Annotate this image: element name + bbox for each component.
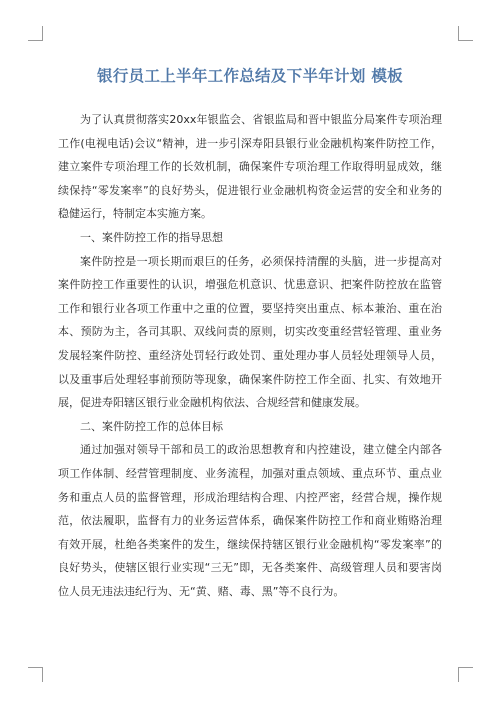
section-1-paragraph: 案件防控是一项长期而艰巨的任务，必须保持清醒的头脑，进一步提高对案件防控工作重要性的认识，增强危机意识、忧患意识、把案件防控放在监管工作和银行业各项工作重中之重的位置，要坚持突出重点、标本兼治、重在治本、预防为主，各司其职、双线问责的原则，切实改变重经营轻管理、重业务发展轻案件防控、重经济处罚轻行政处罚、重处理办事人员轻处理领导人员，以及重事后处理轻事前预防等现象，确保案件防控工作全面、扎实、有效地开展，促进寿阳辖区银行业金融机构依法、合规经营和健康发展。 [58,254,442,410]
crop-mark-top-left [28,26,43,41]
section-2-paragraph: 通过加强对领导干部和员工的政治思想教育和内控建设，建立健全内部各项工作体制、经营管理制度、业务流程，加强对重点领域、重点环节、重点业务和重点人员的监督管理，形成治理结构合理、内控严密，经营合规，操作规范，依法履职，监督有力的业务运营体系，确保案件防控工作和商业贿赂治理有效开展，杜绝各类案件的发生，继续保持辖区银行业金融机构“零发案率”的良好势头，使辖区银行业实现“三无”即，无各类案件、高级管理人员和要害岗位人员无违法违纪行为、无“黄、赌、毒、黑”等不良行为。 [58,443,442,598]
intro-paragraph: 为了认真贯彻落实20xx年银监会、省银监局和晋中银监分局案件专项治理工作(电视电话)会议“精神，进一步引深寿阳县银行业金融机构案件防控工作，建立案件专项治理工作的长效机制，确保案件专项治理工作取得明显成效，继续保持“零发案率”的良好势头，促进银行业金融机构资金运营的安全和业务的稳健运行，特制定本实施方案。 [58,113,442,221]
document-body [58,108,442,603]
document-title: 银行员工上半年工作总结及下半年计划 模板 [97,67,403,85]
section-2-heading: 二、案件防控工作的总体目标 [80,419,223,433]
crop-mark-top-right [458,26,473,41]
crop-mark-bottom-right [458,667,473,682]
crop-mark-bottom-left [28,667,43,682]
section-1-heading: 一、案件防控工作的指导思想 [80,230,223,244]
